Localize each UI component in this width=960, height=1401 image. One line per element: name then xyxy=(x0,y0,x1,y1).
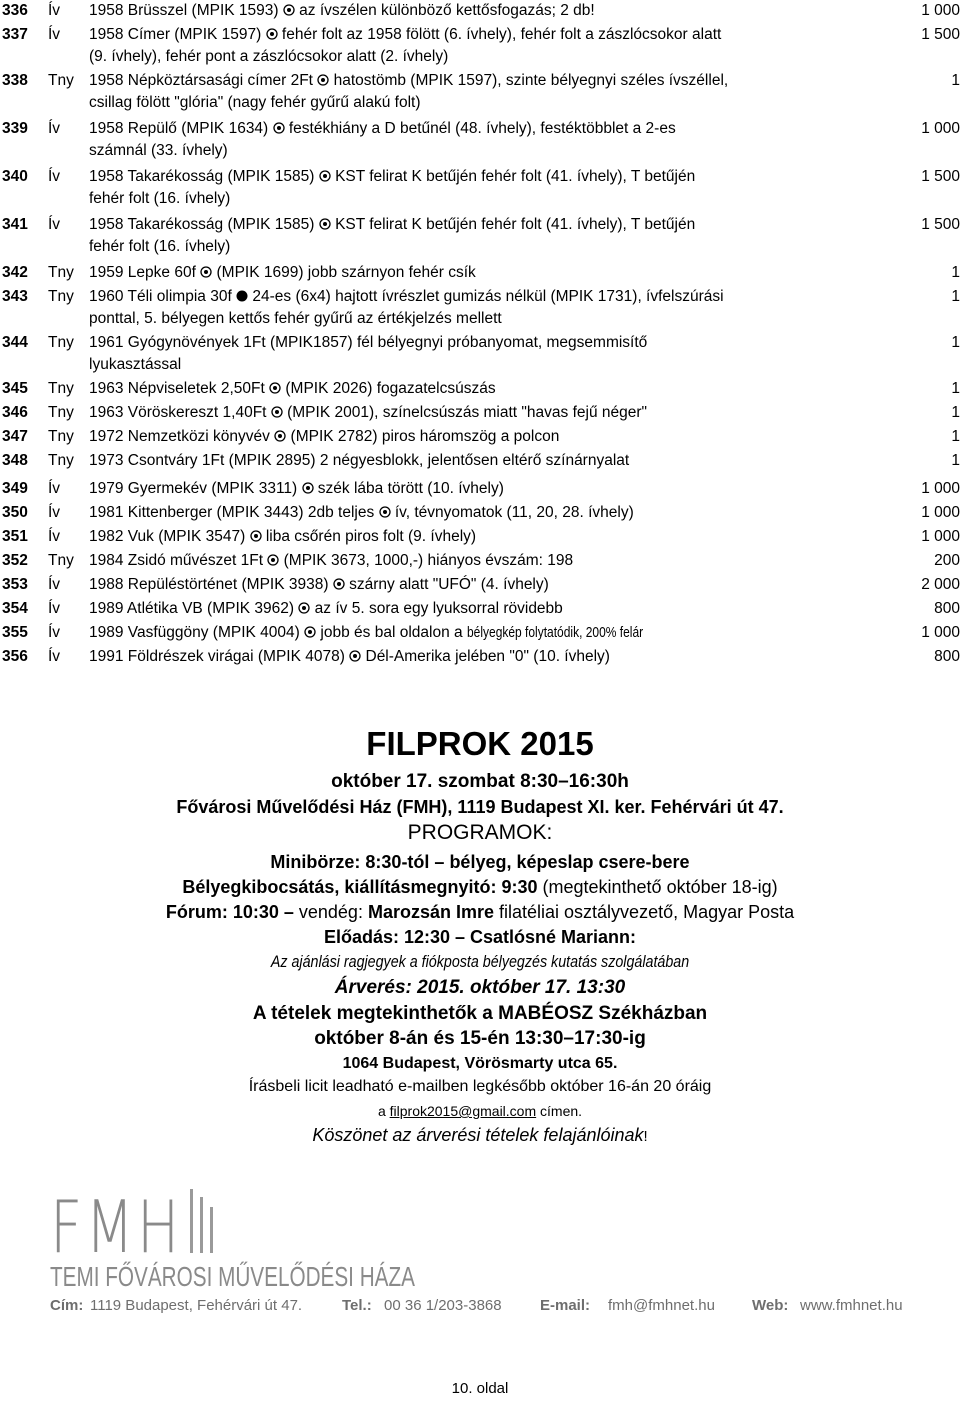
lot-desc-pre: 1961 Gyógynövények 1Ft (MPIK1857) fél bélyegnyi próbanyomat, megsemmisítő xyxy=(89,334,648,351)
cancelled-stamp-icon xyxy=(274,430,286,442)
lot-desc-post: liba csőrén piros folt (9. ívhely) xyxy=(261,528,477,545)
lot-type: Ív xyxy=(48,648,61,665)
lot-price: 1 000 xyxy=(921,624,960,641)
lot-number: 355 xyxy=(2,624,28,641)
licit-note: Írásbeli licit leadható e-mailben legkésőbb október 16-án 20 óráig xyxy=(248,1078,712,1095)
lot-desc-pre: 1979 Gyermekév (MPIK 3311) xyxy=(89,480,302,497)
lot-desc-post: szék lába törött (10. ívhely) xyxy=(313,480,504,497)
lot-description-line1 xyxy=(89,646,889,668)
lot-desc-post: KST felirat K betűjén fehér folt (41. ívhely), T betűjén xyxy=(330,216,696,233)
lot-description xyxy=(89,574,889,596)
lot-description xyxy=(89,478,889,500)
email-line xyxy=(0,1103,960,1119)
kibocsatas-bold: Bélyegkibocsátás, kiállításmegnyitó: 9:30 xyxy=(182,877,538,897)
phone-label: Tel.: xyxy=(342,1297,372,1314)
lot-price: 1 xyxy=(951,72,960,89)
lot-description xyxy=(89,646,889,668)
lot-description-line1 xyxy=(89,262,889,284)
lot-desc-post: az ívszélen különböző kettősfogazás; 2 db! xyxy=(294,2,595,19)
lot-price: 1 xyxy=(951,452,960,469)
lot-description-line1 xyxy=(89,118,889,140)
lot-description-line2: fehér folt (16. ívhely) xyxy=(89,238,231,255)
lot-description-line1 xyxy=(89,574,889,596)
lot-desc-pre: 1982 Vuk (MPIK 3547) xyxy=(89,528,250,545)
lot-desc-post: ív, tévnyomatok (11, 20, 28. ívhely) xyxy=(390,504,634,521)
lot-price: 200 xyxy=(934,552,960,569)
lot-desc-pre: 1989 Atlétika VB (MPIK 3962) xyxy=(89,600,299,617)
program-heading: PROGRAMOK: xyxy=(407,821,553,844)
lot-description xyxy=(89,622,889,644)
cancelled-stamp-icon xyxy=(269,382,281,394)
email-link[interactable]: filprok2015@gmail.com xyxy=(389,1103,537,1119)
lot-number: 347 xyxy=(2,428,28,445)
web-label: Web: xyxy=(752,1297,789,1314)
lot-desc-pre: 1984 Zsidó művészet 1Ft xyxy=(89,552,268,569)
cancelled-stamp-icon xyxy=(250,530,262,542)
lot-desc-pre: 1958 Brüsszel (MPIK 1593) xyxy=(89,2,283,19)
lot-type: Tny xyxy=(48,552,74,569)
lot-price: 2 000 xyxy=(921,576,960,593)
lot-description xyxy=(89,550,889,572)
lot-desc-post: (MPIK 2782) piros háromszög a polcon xyxy=(286,428,560,445)
cancelled-stamp-icon xyxy=(333,578,345,590)
lot-description xyxy=(89,402,889,424)
email-label: E-mail: xyxy=(540,1297,591,1314)
lot-price: 1 500 xyxy=(921,26,960,43)
cancelled-stamp-icon xyxy=(319,170,331,182)
lot-type: Ív xyxy=(48,600,61,617)
thanks-mark: ! xyxy=(643,1128,648,1145)
lot-description xyxy=(89,0,889,22)
lot-number: 354 xyxy=(2,600,28,617)
eloadas-subtitle-text: Az ajánlási ragjegyek a fiókposta bélyegzés kutatás szolgálatában xyxy=(270,952,690,971)
logo-bar-3 xyxy=(210,1207,213,1253)
lot-type: Ív xyxy=(48,624,61,641)
lot-price: 1 500 xyxy=(921,216,960,233)
event-venue: Fővárosi Művelődési Ház (FMH), 1119 Budapest XI. ker. Fehérvári út 47. xyxy=(176,797,784,817)
lot-type: Tny xyxy=(48,264,74,281)
tetelek-heading: A tételek megtekinthetők a MABÉOSZ Székházban xyxy=(252,1003,708,1024)
lot-description-line1 xyxy=(89,214,889,236)
lot-description-line1 xyxy=(89,526,889,548)
thanks-text: Köszönet az árverési tételek felajánlóinak xyxy=(312,1125,644,1145)
lot-description-line1 xyxy=(89,622,889,644)
program-miniborze: Minibörze: 8:30-tól – bélyeg, képeslap csere-bere xyxy=(270,852,690,872)
lot-desc-post: 24-es (6x4) hajtott ívrészlet gumizás nélkül (MPIK 1731), ívfelszúrási xyxy=(248,288,724,305)
lot-desc-pre: 1963 Vöröskereszt 1,40Ft xyxy=(89,404,271,421)
lot-description-line2: ponttal, 5. bélyegen kettős fehér gyűrű az értékjelzés mellett xyxy=(89,310,502,327)
lot-desc-small: bélyegkép folytatódik, 200% felár xyxy=(466,624,644,641)
lot-desc-post: hatostömb (MPIK 1597), szinte bélyegnyi széles ívszéllel, xyxy=(329,72,729,89)
lot-type: Ív xyxy=(48,26,61,43)
filled-circle-icon xyxy=(236,290,248,302)
lot-number: 338 xyxy=(2,72,28,89)
lot-number: 345 xyxy=(2,380,28,397)
forum-name: Marozsán Imre xyxy=(367,902,494,922)
lot-desc-post: (MPIK 2026) fogazatelcsúszás xyxy=(281,380,496,397)
lot-number: 339 xyxy=(2,120,28,137)
lot-description xyxy=(89,378,889,400)
lot-number: 343 xyxy=(2,288,28,305)
lot-description xyxy=(89,526,889,548)
lot-description xyxy=(89,426,889,448)
lot-description-line1 xyxy=(89,598,889,620)
kibocsatas-rest: (megtekinthető október 18-ig) xyxy=(537,877,778,897)
lot-description xyxy=(89,262,889,284)
forum-bold: Fórum: 10:30 – xyxy=(165,902,294,922)
lot-price: 1 000 xyxy=(921,504,960,521)
lot-desc-post: (MPIK 3673, 1000,-) hiányos évszám: 198 xyxy=(279,552,574,569)
lot-type: Ív xyxy=(48,504,61,521)
lot-desc-pre: 1958 Népköztársasági címer 2Ft xyxy=(89,72,318,89)
lot-price: 1 000 xyxy=(921,528,960,545)
lot-description xyxy=(89,450,889,472)
cancelled-stamp-icon xyxy=(200,266,212,278)
cancelled-stamp-icon xyxy=(319,218,331,230)
lot-desc-post: jobb és bal oldalon a xyxy=(316,624,467,641)
lot-price: 1 xyxy=(951,334,960,351)
lot-description xyxy=(89,24,889,68)
fmh-logo xyxy=(50,1185,910,1314)
thanks-line xyxy=(0,1125,960,1146)
program-eloadas-subtitle xyxy=(0,952,960,972)
lot-description xyxy=(89,332,889,376)
lot-desc-pre: 1973 Csontváry 1Ft (MPIK 2895) 2 négyesblokk, jelentősen eltérő színárnyalat xyxy=(89,452,630,469)
lot-desc-pre: 1958 Repülő (MPIK 1634) xyxy=(89,120,273,137)
lot-number: 340 xyxy=(2,168,28,185)
lot-description-line1 xyxy=(89,426,889,448)
lot-type: Ív xyxy=(48,480,61,497)
tetelek-dates: október 8-án és 15-én 13:30–17:30-ig xyxy=(314,1028,646,1049)
forum-rest: filatéliai osztályvezető, Magyar Posta xyxy=(494,902,795,922)
lot-type: Tny xyxy=(48,334,74,351)
lot-type: Tny xyxy=(48,452,74,469)
cancelled-stamp-icon xyxy=(317,74,329,86)
lot-description-line1 xyxy=(89,166,889,188)
lot-desc-pre: 1972 Nemzetközi könyvév xyxy=(89,428,275,445)
cancelled-stamp-icon xyxy=(302,482,314,494)
lot-description-line1 xyxy=(89,550,889,572)
lot-price: 1 xyxy=(951,264,960,281)
lot-description xyxy=(89,166,889,210)
lot-desc-post: festékhiány a D betűnél (48. ívhely), festéktöbblet a 2-es xyxy=(284,120,676,137)
lot-description-line1 xyxy=(89,378,889,400)
lot-description-line1 xyxy=(89,332,889,354)
lot-desc-pre: 1991 Földrészek virágai (MPIK 4078) xyxy=(89,648,350,665)
cancelled-stamp-icon xyxy=(273,122,285,134)
lot-number: 336 xyxy=(2,2,28,19)
lot-description xyxy=(89,598,889,620)
footer-web[interactable]: www.fmhnet.hu xyxy=(800,1297,903,1314)
lot-desc-pre: 1959 Lepke 60f xyxy=(89,264,201,281)
lot-number: 351 xyxy=(2,528,28,545)
lot-number: 348 xyxy=(2,452,28,469)
mabeosz-address: 1064 Budapest, Vörösmarty utca 65. xyxy=(342,1055,618,1072)
cancelled-stamp-icon xyxy=(379,506,391,518)
event-title: FILPROK 2015 xyxy=(366,725,594,762)
program-forum xyxy=(0,902,960,923)
cancelled-stamp-icon xyxy=(304,626,316,638)
lot-description-line2: fehér folt (16. ívhely) xyxy=(89,190,231,207)
email-pre: a xyxy=(377,1103,390,1119)
lot-description-line2: csillag fölött "glória" (nagy fehér gyűrű alakú folt) xyxy=(89,94,421,111)
footer-address: 1119 Budapest, Fehérvári út 47. xyxy=(90,1297,303,1314)
lot-number: 346 xyxy=(2,404,28,421)
lot-desc-post: szárny alatt "UFÓ" (4. ívhely) xyxy=(344,576,549,593)
lot-description xyxy=(89,70,889,114)
lot-desc-post: (MPIK 2001), színelcsúszás miatt "havas fejű néger" xyxy=(282,404,648,421)
fmh-logo-subtitle: TEMI FŐVÁROSI MŰVELŐDÉSI HÁZA xyxy=(50,1261,415,1292)
lot-description xyxy=(89,286,889,330)
lot-description-line2: számnál (33. ívhely) xyxy=(89,142,228,159)
lot-desc-pre: 1989 Vasfüggöny (MPIK 4004) xyxy=(89,624,305,641)
lot-number: 349 xyxy=(2,480,28,497)
lot-price: 1 xyxy=(951,428,960,445)
lot-description-line1 xyxy=(89,402,889,424)
lot-price: 1 xyxy=(951,404,960,421)
lot-type: Tny xyxy=(48,288,74,305)
email-post: címen. xyxy=(536,1103,583,1119)
lot-type: Ív xyxy=(48,168,61,185)
lot-desc-post: fehér folt az 1958 fölött (6. ívhely), fehér folt a zászlócsokor alatt xyxy=(277,26,722,43)
lot-price: 1 000 xyxy=(921,480,960,497)
lot-desc-post: az ív 5. sora egy lyuksorral rövidebb xyxy=(310,600,563,617)
forum-mid: vendég: xyxy=(293,902,368,922)
lot-price: 800 xyxy=(934,648,960,665)
page-number: 10. oldal xyxy=(451,1380,509,1397)
program-kibocsatas xyxy=(0,877,960,898)
lot-description-line1 xyxy=(89,70,889,92)
lot-type: Ív xyxy=(48,120,61,137)
lot-description-line2: lyukasztással xyxy=(89,356,182,373)
lot-description-line2: (9. ívhely), fehér pont a zászlócsokor alatt (2. ívhely) xyxy=(89,48,449,65)
lot-type: Tny xyxy=(48,428,74,445)
lot-type: Ív xyxy=(48,2,61,19)
lot-price: 1 000 xyxy=(921,2,960,19)
lot-number: 353 xyxy=(2,576,28,593)
footer-email[interactable]: fmh@fmhnet.hu xyxy=(608,1297,715,1314)
address-label: Cím: xyxy=(50,1297,84,1314)
lot-price: 1 xyxy=(951,288,960,305)
lot-number: 341 xyxy=(2,216,28,233)
lot-desc-pre: 1958 Takarékosság (MPIK 1585) xyxy=(89,216,319,233)
lot-desc-post: KST felirat K betűjén fehér folt (41. ívhely), T betűjén xyxy=(330,168,696,185)
lot-type: Tny xyxy=(48,380,74,397)
lot-description xyxy=(89,214,889,258)
program-arveres: Árverés: 2015. október 17. 13:30 xyxy=(334,977,626,998)
lot-number: 350 xyxy=(2,504,28,521)
lot-number: 337 xyxy=(2,26,28,43)
lot-description xyxy=(89,118,889,162)
logo-bar-1 xyxy=(190,1189,193,1253)
lot-description-line1 xyxy=(89,450,889,472)
lot-description xyxy=(89,502,889,524)
lot-desc-post: (MPIK 1699) jobb szárnyon fehér csík xyxy=(212,264,476,281)
lot-desc-pre: 1958 Takarékosság (MPIK 1585) xyxy=(89,168,319,185)
lot-number: 356 xyxy=(2,648,28,665)
lot-type: Tny xyxy=(48,72,74,89)
lot-type: Ív xyxy=(48,528,61,545)
lot-number: 342 xyxy=(2,264,28,281)
cancelled-stamp-icon xyxy=(267,554,279,566)
lot-price: 1 500 xyxy=(921,168,960,185)
lot-desc-pre: 1981 Kittenberger (MPIK 3443) 2db teljes xyxy=(89,504,379,521)
cancelled-stamp-icon xyxy=(266,28,278,40)
program-eloadas: Előadás: 12:30 – Csatlósné Mariann: xyxy=(323,927,637,947)
lot-price: 800 xyxy=(934,600,960,617)
lot-description-line1 xyxy=(89,478,889,500)
fmh-logo-letters: FMH xyxy=(50,1185,183,1269)
contact-strip xyxy=(50,1297,910,1319)
lot-number: 352 xyxy=(2,552,28,569)
lot-desc-pre: 1963 Népviseletek 2,50Ft xyxy=(89,380,270,397)
lot-type: Ív xyxy=(48,216,61,233)
lot-desc-pre: 1960 Téli olimpia 30f xyxy=(89,288,237,305)
lot-description-line1 xyxy=(89,24,889,46)
cancelled-stamp-icon xyxy=(349,650,361,662)
lot-desc-pre: 1988 Repüléstörténet (MPIK 3938) xyxy=(89,576,333,593)
lot-description-line1 xyxy=(89,0,889,22)
lot-price: 1 000 xyxy=(921,120,960,137)
event-date: október 17. szombat 8:30–16:30h xyxy=(331,771,629,792)
lot-type: Ív xyxy=(48,576,61,593)
lot-description-line1 xyxy=(89,286,889,308)
lot-desc-pre: 1958 Címer (MPIK 1597) xyxy=(89,26,266,43)
footer-phone: 00 36 1/203-3868 xyxy=(384,1297,502,1314)
cancelled-stamp-icon xyxy=(271,406,283,418)
lot-type: Tny xyxy=(48,404,74,421)
lot-price: 1 xyxy=(951,380,960,397)
lot-description-line1 xyxy=(89,502,889,524)
cancelled-stamp-icon xyxy=(298,602,310,614)
lot-number: 344 xyxy=(2,334,28,351)
lot-desc-post: Dél-Amerika jelében "0" (10. ívhely) xyxy=(361,648,610,665)
logo-bar-2 xyxy=(200,1197,203,1253)
cancelled-stamp-icon xyxy=(283,4,295,16)
